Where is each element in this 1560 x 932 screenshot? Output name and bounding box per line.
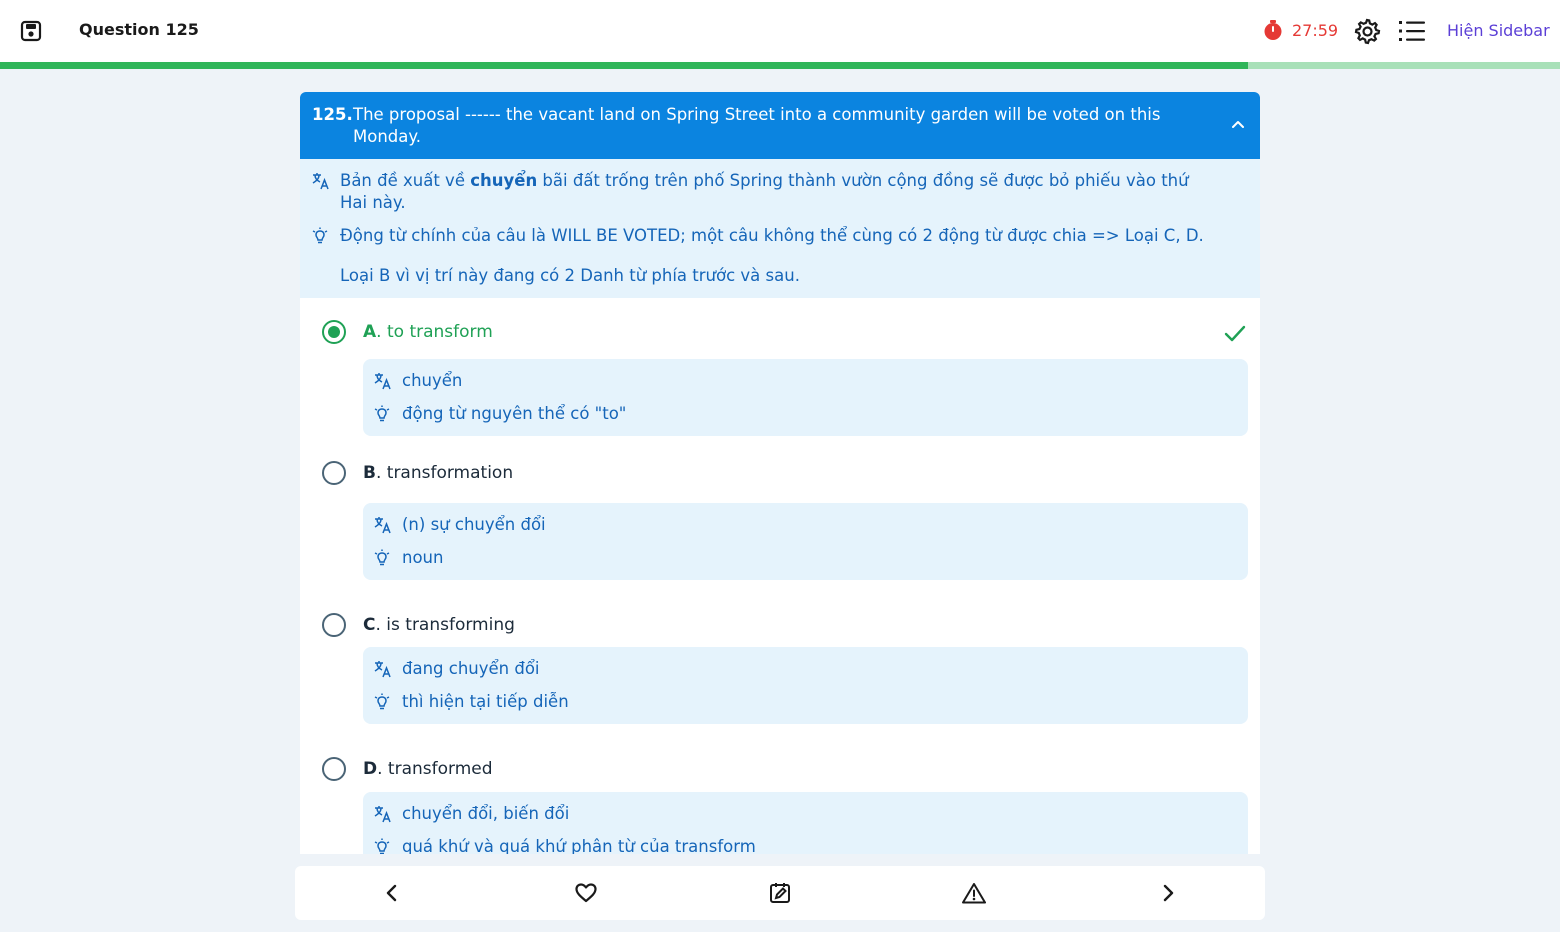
option-c-label: C. is transforming [363,615,515,635]
timer-text: 27:59 [1292,20,1339,40]
option-b-translation: (n) sự chuyển đổi [402,515,546,534]
show-sidebar-link[interactable]: Hiện Sidebar [1447,21,1550,40]
option-d-explanation [363,792,1248,854]
chevron-right-icon [1158,883,1178,903]
next-button[interactable] [1156,881,1180,905]
translation-keyword: chuyển [470,171,538,190]
timer [1262,19,1338,41]
top-header [0,0,1560,62]
prev-button[interactable] [380,881,404,905]
option-c-translation: đang chuyển đổi [402,659,540,678]
warning-icon [962,882,986,904]
option-c-radio[interactable] [322,613,346,637]
favorite-button[interactable] [574,881,598,905]
translation-text-pre: Bản đề xuất về [340,171,471,190]
heart-icon [575,883,597,903]
lightbulb-icon [312,225,340,251]
numbered-list-icon [1398,19,1426,43]
option-c[interactable] [322,613,515,637]
question-translation [312,170,1220,214]
option-a-label: A. to transform [363,322,493,342]
option-c-hint: thì hiện tại tiếp diễn [402,692,569,711]
note-button[interactable] [768,881,792,905]
option-d[interactable] [322,757,493,781]
options-overlay [300,298,1260,854]
option-d-hint: quá khứ và quá khứ phân từ của transform [402,837,756,854]
question-explanation [300,159,1260,298]
translate-icon [312,170,340,214]
lightbulb-icon [374,549,402,567]
progress-fill [0,62,1248,69]
translate-icon [374,660,402,678]
stopwatch-icon [1262,19,1284,41]
option-b-label: B. transformation [363,463,514,483]
save-button[interactable] [18,18,44,44]
question-header[interactable] [300,92,1260,159]
translate-icon [374,805,402,823]
option-c-explanation [363,647,1248,724]
option-d-radio[interactable] [322,757,346,781]
floppy-disk-icon [19,19,43,43]
option-b-explanation-box [363,503,1248,580]
edit-note-icon [769,882,791,904]
question-list-button[interactable] [1398,19,1426,43]
progress-bar [0,62,1560,69]
lightbulb-icon [374,838,402,855]
report-button[interactable] [962,881,986,905]
gear-icon [1353,17,1381,45]
translation-text-post: bãi đất trống trên phố Spring thành vườn cộng đồng sẽ được bỏ phiếu vào thứ Hai này. [340,171,1189,212]
option-a-hint: động từ nguyên thể có "to" [402,404,627,423]
hint-text-2: Loại B vì vị trí này đang có 2 Danh từ phía trước và sau. [340,266,800,285]
option-b-hint: noun [402,548,444,567]
hint-text-1: Động từ chính của câu là WILL BE VOTED; một câu không thể cùng có 2 động từ được chia => Loại C, D. [340,226,1204,245]
option-d-label: D. transformed [363,759,493,779]
lightbulb-icon [374,693,402,711]
bottom-toolbar [295,866,1265,920]
chevron-up-icon[interactable] [1230,116,1246,132]
translate-icon [374,516,402,534]
option-d-translation: chuyển đổi, biến đổi [402,804,570,823]
question-number: 125. [312,105,353,124]
settings-button[interactable] [1353,17,1381,45]
chevron-left-icon [382,883,402,903]
question-hint-2 [340,265,1220,287]
question-hint [312,225,1220,251]
option-a-translation: chuyển [402,371,463,390]
question-text: The proposal ------ the vacant land on Spring Street into a community garden will be voted on this Monday. [353,105,1161,146]
page-title: Question 125 [79,20,199,39]
